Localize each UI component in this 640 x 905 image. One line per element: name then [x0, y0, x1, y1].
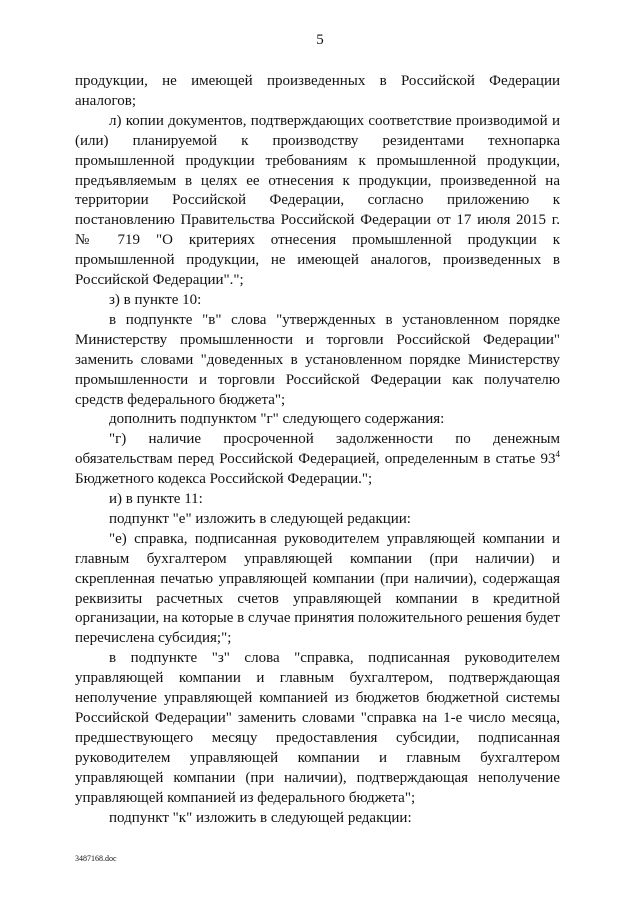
paragraph-6 [75, 430, 560, 490]
paragraph-4: в подпункте "в" слова "утвержденных в установленном порядке Министерству промышленности и торговли Российской Федерации" заменить словами "доведенных в установленном порядке Министерству промышленности и торговли Российской Федерации как получателю средств федерального бюджета"; [75, 311, 560, 408]
paragraph-7: и) в пункте 11: [109, 491, 203, 508]
footer-file-code: 3487168.doc [75, 854, 117, 863]
paragraph-6-text: "г) наличие просроченной задолженности по денежным обязательствам перед Российской Федерацией, определенным в статье 93 [75, 431, 560, 468]
paragraph-5: дополнить подпунктом "г" следующего содержания: [109, 411, 445, 428]
paragraph-2: л) копии документов, подтверждающих соответствие производимой и (или) планируемой к производству резидентами технопарка промышленной продукции требованиям к промышленной продукции, предъявляемым в целях ее отнесения к продукции, произведенной на территории Российской Федерации, согласно приложению к постановлению Правительства Российской Федерации от 17 июля 2015 г. № 719 "О критериях отнесения промышленной продукции к промышленной продукции, не имеющей аналогов, произведенных в Российской Федерации"."; [75, 112, 560, 289]
paragraph-6-text-after: Бюджетного кодекса Российской Федерации."; [75, 471, 373, 488]
paragraph-8: подпункт "е" изложить в следующей редакции: [109, 510, 411, 527]
paragraph-11: подпункт "к" изложить в следующей редакции: [109, 809, 412, 826]
paragraph-1: продукции, не имеющей произведенных в Российской Федерации аналогов; [75, 73, 560, 109]
paragraph-3: з) в пункте 10: [109, 291, 202, 308]
article-superscript: 4 [555, 449, 560, 460]
paragraph-9: "е) справка, подписанная руководителем управляющей компании и главным бухгалтером управляющей компании (при наличии) и скрепленная печатью управляющей компании (при наличии), содержащая реквизиты расчетных счетов управляющей компании в кредитной организации, на которые в случае принятия положительного решения будет перечислена субсидия;"; [75, 530, 560, 647]
paragraph-10: в подпункте "з" слова "справка, подписанная руководителем управляющей компании и главным бухгалтером, подтверждающая неполучение управляющей компанией из бюджетов бюджетной системы Российской Федерации" заменить словами "справка на 1-е число месяца, предшествующего месяцу предоставления субсидии, подписанная руководителем управляющей компании и главным бухгалтером управляющей компании (при наличии), подтверждающая неполучение управляющей компанией из федерального бюджета"; [75, 650, 560, 806]
document-body [75, 72, 560, 828]
page-number: 5 [316, 32, 324, 48]
